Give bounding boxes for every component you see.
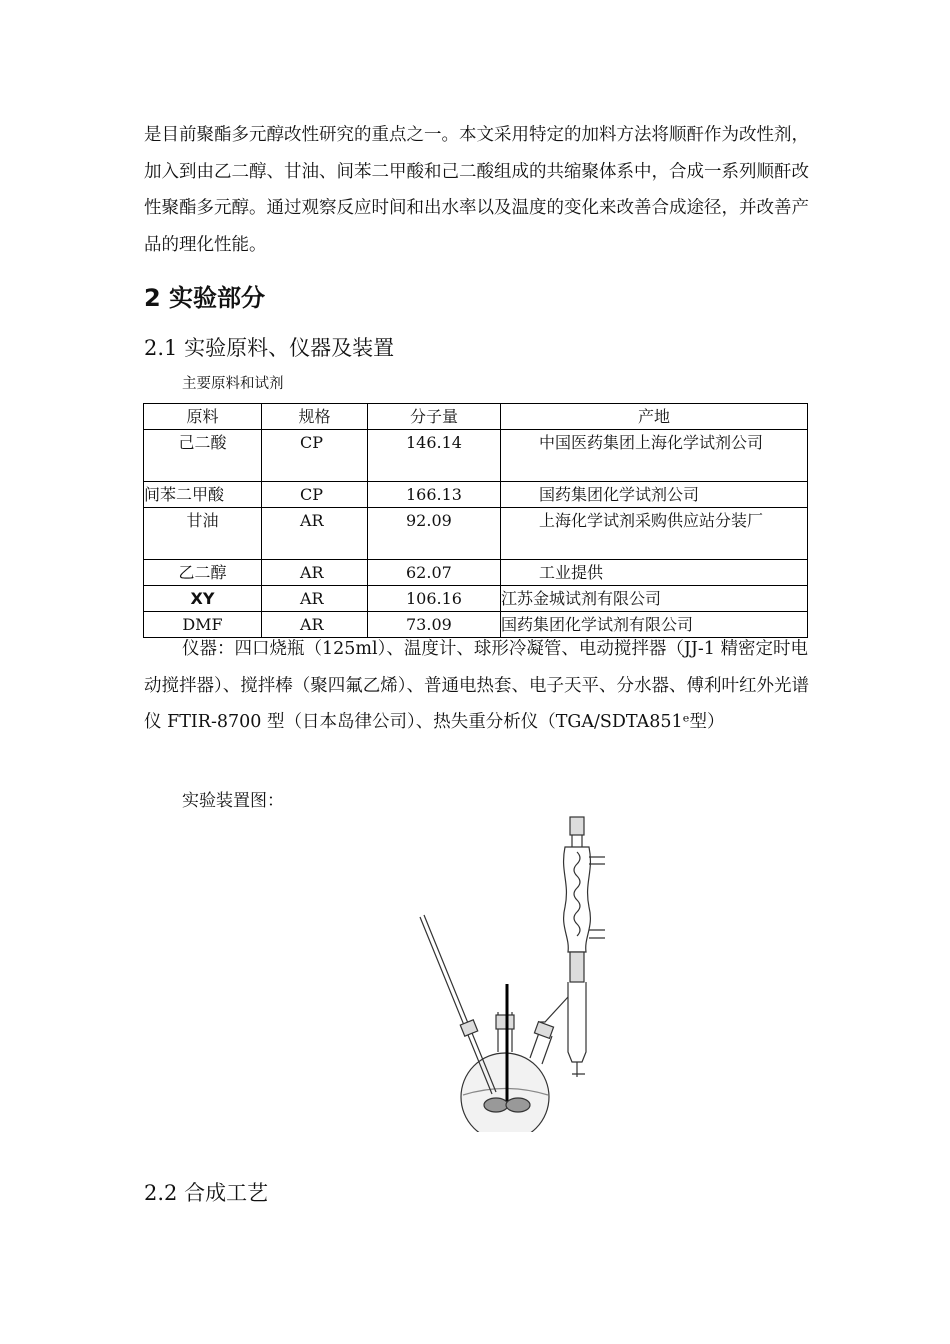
header-origin: 产地 (501, 404, 808, 430)
section-2-2-heading: 2.2 合成工艺 (144, 1181, 269, 1205)
cell-origin: 国药集团化学试剂公司 (501, 482, 808, 508)
materials-table (143, 403, 808, 638)
header-spec: 规格 (262, 404, 368, 430)
table-row (144, 482, 808, 508)
cell-material: 己二酸 (144, 430, 262, 482)
cell-origin: 中国医药集团上海化学试剂公司 (501, 430, 808, 482)
cell-spec: AR (262, 560, 368, 586)
table-row (144, 586, 808, 612)
cell-material: XY (144, 586, 262, 612)
table-row (144, 560, 808, 586)
table-row (144, 430, 808, 482)
cell-molecular-weight: 146.14 (368, 430, 501, 482)
cell-molecular-weight: 62.07 (368, 560, 501, 586)
header-material: 原料 (144, 404, 262, 430)
table-header-row (144, 404, 808, 430)
cell-origin: 国药集团化学试剂有限公司 (501, 612, 808, 638)
apparatus-label: 实验装置图： (182, 791, 284, 811)
cell-spec: CP (262, 482, 368, 508)
cell-spec: AR (262, 612, 368, 638)
cell-origin: 上海化学试剂采购供应站分装厂 (501, 508, 808, 560)
cell-origin: 工业提供 (501, 560, 808, 586)
table-row (144, 508, 808, 560)
cell-molecular-weight: 166.13 (368, 482, 501, 508)
cell-molecular-weight: 92.09 (368, 508, 501, 560)
table-caption: 主要原料和试剂 (182, 376, 284, 392)
section-2-1-heading: 2.1 实验原料、仪器及装置 (144, 336, 395, 360)
cell-molecular-weight: 73.09 (368, 612, 501, 638)
cell-spec: CP (262, 430, 368, 482)
intro-paragraph: 是目前聚酯多元醇改性研究的重点之一。本文采用特定的加料方法将顺酐作为改性剂，加入到由乙二醇、甘油、间苯二甲酸和己二酸组成的共缩聚体系中，合成一系列顺酐改性聚酯多元醇。通过观察反应时间和出水率以及温度的变化来改善合成途径，并改善产品的理化性能。 (144, 125, 809, 255)
cell-material: 间苯二甲酸 (144, 482, 262, 508)
header-molecular-weight: 分子量 (368, 404, 501, 430)
instruments-paragraph: 仪器：四口烧瓶（125ml）、温度计、球形冷凝管、电动搅拌器（JJ-1 精密定时电动搅拌器）、搅拌棒（聚四氟乙烯）、普通电热套、电子天平、分水器、傅利叶红外光谱仪 FTIR-8700 型（日本岛律公司）、热失重分析仪（TGA/SDTA851ᵉ型） (144, 639, 809, 732)
cell-spec: AR (262, 586, 368, 612)
cell-molecular-weight: 106.16 (368, 586, 501, 612)
cell-spec: AR (262, 508, 368, 560)
cell-material: 甘油 (144, 508, 262, 560)
cell-material: DMF (144, 612, 262, 638)
apparatus-diagram (410, 812, 630, 1132)
cell-origin: 江苏金城试剂有限公司 (501, 586, 808, 612)
cell-material: 乙二醇 (144, 560, 262, 586)
section-2-heading: 2 实验部分 (144, 284, 266, 312)
